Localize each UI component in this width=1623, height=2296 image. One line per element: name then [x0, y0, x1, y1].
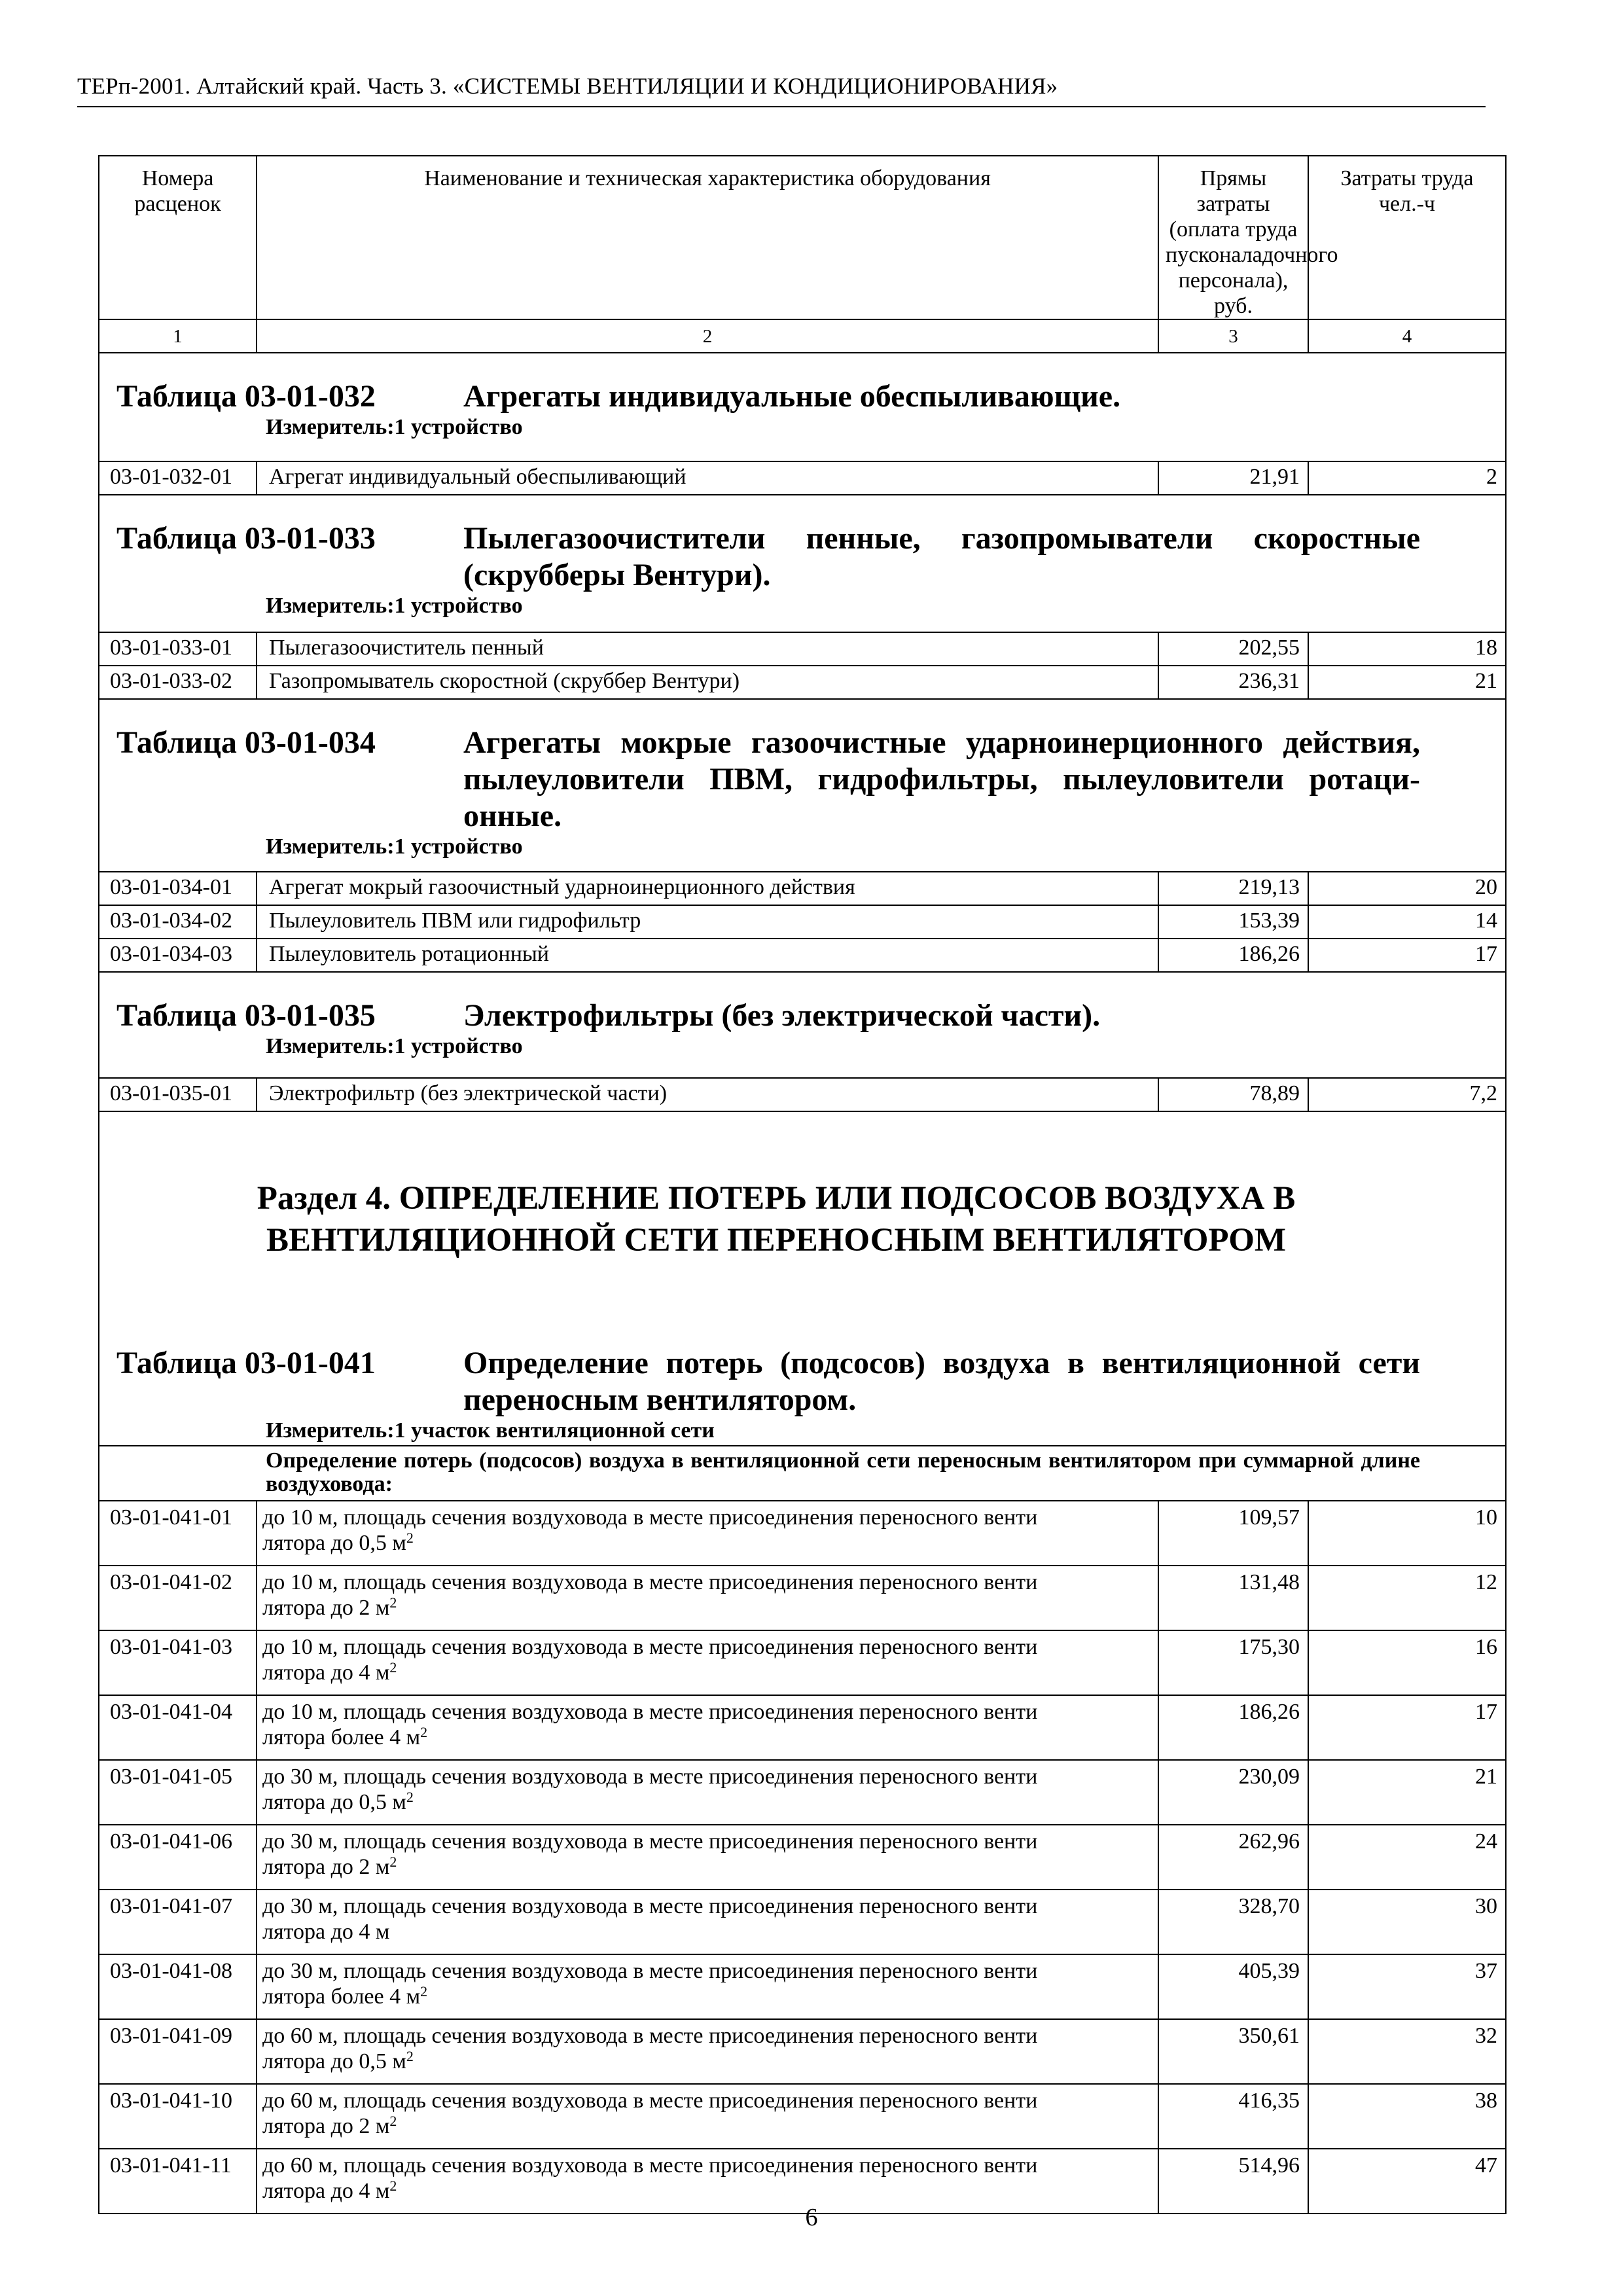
col-number-2: 2 — [257, 319, 1158, 353]
rate-code: 03-01-041-07 — [99, 1890, 257, 1954]
table-row — [99, 905, 1506, 939]
rate-cost: 131,48 — [1158, 1566, 1308, 1630]
table-row — [99, 1566, 1506, 1630]
rate-name: до 60 м, площадь сечения воздуховода в месте присоединения переносного венти лятора до 0,5 $м^2$ — [257, 2019, 1158, 2084]
table-032-heading-row — [99, 353, 1506, 461]
table-row — [99, 1825, 1506, 1890]
table-row — [99, 2084, 1506, 2149]
rate-labor: 7,2 — [1308, 1078, 1506, 1111]
table-035-measure: Измеритель:1 устройство — [266, 1034, 523, 1058]
rate-labor: 47 — [1308, 2149, 1506, 2214]
rate-cost: 236,31 — [1158, 666, 1308, 699]
rate-code: 03-01-041-08 — [99, 1954, 257, 2019]
rate-cost: 186,26 — [1158, 1695, 1308, 1760]
rate-labor: 30 — [1308, 1890, 1506, 1954]
rate-cost: 416,35 — [1158, 2084, 1308, 2149]
table-032-heading — [99, 378, 1505, 415]
rate-labor: 38 — [1308, 2084, 1506, 2149]
rate-cost: 230,09 — [1158, 1760, 1308, 1825]
rate-cost: 21,91 — [1158, 461, 1308, 495]
col-number-4: 4 — [1308, 319, 1506, 353]
table-row — [99, 1954, 1506, 2019]
rate-cost: 405,39 — [1158, 1954, 1308, 2019]
col-number-3: 3 — [1158, 319, 1308, 353]
rate-cost: 153,39 — [1158, 905, 1308, 939]
rates-table — [98, 155, 1507, 2214]
rate-code: 03-01-033-02 — [99, 666, 257, 699]
table-033-title: Пылегазоочистители пенные, газопромыватели скоростные (скрубберы Вентури). — [463, 521, 1420, 592]
rate-code: 03-01-034-03 — [99, 939, 257, 972]
table-041-title: Определение потерь (подсосов) воздуха в вентиляционной сети переносным вентилятором. — [463, 1346, 1420, 1417]
rate-cost: 109,57 — [1158, 1501, 1308, 1566]
table-041-subheading-row — [99, 1446, 1506, 1501]
rate-name: до 30 м, площадь сечения воздуховода в месте присоединения переносного венти лятора до 4 м — [257, 1890, 1158, 1954]
table-033-measure: Измеритель:1 устройство — [266, 594, 523, 618]
rate-code: 03-01-034-01 — [99, 872, 257, 905]
col-header-name: Наименование и техническая характеристика оборудования — [257, 156, 1158, 319]
table-035-label: Таблица 03-01-035 — [116, 998, 376, 1033]
table-035-heading — [99, 997, 1505, 1034]
table-041-measure: Измеритель:1 участок вентиляционной сети — [266, 1418, 715, 1443]
rate-code: 03-01-041-10 — [99, 2084, 257, 2149]
rate-name: Пылеуловитель ротационный — [257, 939, 1158, 972]
rate-labor: 24 — [1308, 1825, 1506, 1890]
rate-code: 03-01-041-05 — [99, 1760, 257, 1825]
header-rule — [77, 106, 1486, 107]
table-041-subheading: Определение потерь (подсосов) воздуха в вентиляционной сети переносным вентилятором при суммарной длине воздуховода: — [266, 1448, 1420, 1496]
rate-code: 03-01-034-02 — [99, 905, 257, 939]
table-041-heading — [99, 1345, 1505, 1418]
rate-labor: 2 — [1308, 461, 1506, 495]
rate-code: 03-01-041-01 — [99, 1501, 257, 1566]
table-032-label: Таблица 03-01-032 — [116, 379, 376, 414]
table-033-heading — [99, 520, 1505, 594]
rate-name: до 10 м, площадь сечения воздуховода в месте присоединения переносного венти лятора до 0,5 $м^2$ — [257, 1501, 1158, 1566]
table-row — [99, 1501, 1506, 1566]
rate-name: Агрегат индивидуальный обеспыливающий — [257, 461, 1158, 495]
rate-code: 03-01-032-01 — [99, 461, 257, 495]
section-4-title-line2: ВЕНТИЛЯЦИОННОЙ СЕТИ ПЕРЕНОСНЫМ ВЕНТИЛЯТОРОМ — [266, 1222, 1287, 1259]
table-034-title: Агрегаты мокрые газоочистные ударноинерционного действия, пылеуловители ПВМ, гидрофильтры, пылеуловители ротационные. — [463, 725, 1420, 833]
col-number-1: 1 — [99, 319, 257, 353]
table-035-heading-row — [99, 972, 1506, 1078]
table-row — [99, 461, 1506, 495]
rate-cost: 350,61 — [1158, 2019, 1308, 2084]
rate-labor: 21 — [1308, 666, 1506, 699]
rate-cost: 175,30 — [1158, 1630, 1308, 1695]
rate-name: Агрегат мокрый газоочистный ударноинерционного действия — [257, 872, 1158, 905]
table-row — [99, 939, 1506, 972]
table-041-label: Таблица 03-01-041 — [116, 1346, 376, 1380]
rate-code: 03-01-041-03 — [99, 1630, 257, 1695]
rate-code: 03-01-041-02 — [99, 1566, 257, 1630]
rate-cost: 202,55 — [1158, 632, 1308, 666]
table-035-title: Электрофильтры (без электрической части). — [463, 998, 1101, 1033]
col-header-codes: Номера расценок — [99, 156, 257, 319]
column-header-row — [99, 156, 1506, 319]
rate-name: Электрофильтр (без электрической части) — [257, 1078, 1158, 1111]
rate-code: 03-01-041-06 — [99, 1825, 257, 1890]
rate-name: до 60 м, площадь сечения воздуховода в месте присоединения переносного венти лятора до 4 $м^2$ — [257, 2149, 1158, 2214]
rate-labor: 37 — [1308, 1954, 1506, 2019]
rate-labor: 21 — [1308, 1760, 1506, 1825]
rate-name: до 10 м, площадь сечения воздуховода в месте присоединения переносного венти лятора до 4 $м^2$ — [257, 1630, 1158, 1695]
rate-code: 03-01-041-09 — [99, 2019, 257, 2084]
rate-labor: 14 — [1308, 905, 1506, 939]
rate-labor: 20 — [1308, 872, 1506, 905]
table-032-title: Агрегаты индивидуальные обеспыливающие. — [463, 379, 1121, 414]
table-033-heading-row — [99, 495, 1506, 632]
page-number: 6 — [805, 2204, 818, 2231]
section-4-row — [99, 1111, 1506, 1446]
rate-name: до 30 м, площадь сечения воздуховода в месте присоединения переносного венти лятора до 0,5 $м^2$ — [257, 1760, 1158, 1825]
rate-cost: 514,96 — [1158, 2149, 1308, 2214]
rate-name: до 30 м, площадь сечения воздуховода в месте присоединения переносного венти лятора более 4 $м^2$ — [257, 1954, 1158, 2019]
rate-labor: 17 — [1308, 1695, 1506, 1760]
table-033-label: Таблица 03-01-033 — [116, 521, 376, 556]
rate-code: 03-01-035-01 — [99, 1078, 257, 1111]
col-header-direct-cost: Прямы затраты (оплата труда пусконаладочного персонала), руб. — [1158, 156, 1308, 319]
rate-name: Пылегазоочиститель пенный — [257, 632, 1158, 666]
table-row — [99, 1760, 1506, 1825]
running-header: ТЕРп-2001. Алтайский край. Часть 3. «СИСТЕМЫ ВЕНТИЛЯЦИИ И КОНДИЦИОНИРОВАНИЯ» — [77, 73, 1058, 99]
section-4-title — [99, 1177, 1505, 1261]
table-034-label: Таблица 03-01-034 — [116, 725, 376, 760]
table-row — [99, 2019, 1506, 2084]
rate-name: до 60 м, площадь сечения воздуховода в месте присоединения переносного венти лятора до 2 $м^2$ — [257, 2084, 1158, 2149]
rate-labor: 16 — [1308, 1630, 1506, 1695]
rate-cost: 328,70 — [1158, 1890, 1308, 1954]
rate-cost: 262,96 — [1158, 1825, 1308, 1890]
rate-cost: 219,13 — [1158, 872, 1308, 905]
table-row — [99, 872, 1506, 905]
rate-cost: 186,26 — [1158, 939, 1308, 972]
rate-cost: 78,89 — [1158, 1078, 1308, 1111]
rate-code: 03-01-033-01 — [99, 632, 257, 666]
table-034-measure: Измеритель:1 устройство — [266, 834, 523, 859]
column-number-row — [99, 319, 1506, 353]
rate-code: 03-01-041-04 — [99, 1695, 257, 1760]
table-row — [99, 1890, 1506, 1954]
table-row — [99, 1695, 1506, 1760]
rate-name: до 10 м, площадь сечения воздуховода в месте присоединения переносного венти лятора до 2 $м^2$ — [257, 1566, 1158, 1630]
col-header-labor: Затраты труда чел.-ч — [1308, 156, 1506, 319]
rate-name: до 30 м, площадь сечения воздуховода в месте присоединения переносного венти лятора до 2 $м^2$ — [257, 1825, 1158, 1890]
rate-code: 03-01-041-11 — [99, 2149, 257, 2214]
table-row — [99, 666, 1506, 699]
table-034-heading — [99, 725, 1505, 834]
rate-labor: 10 — [1308, 1501, 1506, 1566]
section-4-title-line1: Раздел 4. ОПРЕДЕЛЕНИЕ ПОТЕРЬ ИЛИ ПОДСОСОВ ВОЗДУХА В — [257, 1180, 1296, 1217]
rate-labor: 18 — [1308, 632, 1506, 666]
rate-labor: 17 — [1308, 939, 1506, 972]
table-032-measure: Измеритель:1 устройство — [266, 415, 523, 439]
rate-labor: 12 — [1308, 1566, 1506, 1630]
table-row — [99, 1078, 1506, 1111]
rate-name: Пылеуловитель ПВМ или гидрофильтр — [257, 905, 1158, 939]
rate-labor: 32 — [1308, 2019, 1506, 2084]
table-034-heading-row — [99, 699, 1506, 872]
table-row — [99, 1630, 1506, 1695]
rate-name: Газопромыватель скоростной (скруббер Вентури) — [257, 666, 1158, 699]
rate-name: до 10 м, площадь сечения воздуховода в месте присоединения переносного венти лятора более 4 $м^2$ — [257, 1695, 1158, 1760]
table-row — [99, 632, 1506, 666]
